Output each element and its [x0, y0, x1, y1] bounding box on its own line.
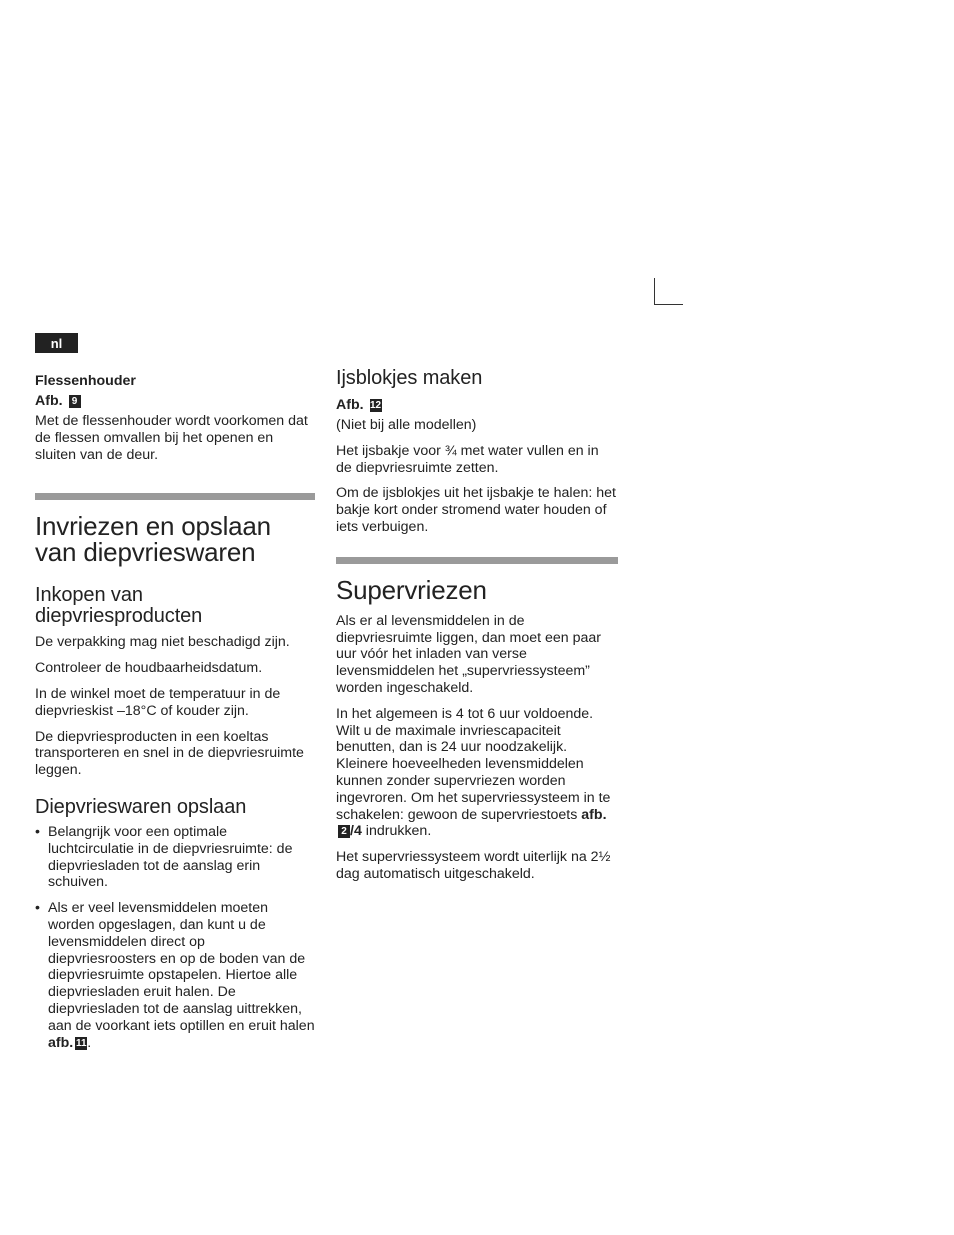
- flessenhouder-text: Met de flessenhouder wordt voorkomen dat de flessen omvallen bij het openen en sluiten van de deur.: [35, 413, 308, 463]
- subheading-ijsblokjes: Ijsblokjes maken: [336, 367, 483, 389]
- inkopen-paragraph: In de winkel moet de temperatuur in de diepvrieskist –18°C of kouder zijn.: [35, 685, 281, 719]
- section-heading-supervriezen: Supervriezen: [336, 574, 487, 605]
- inkopen-paragraph: Controleer de houdbaarheidsdatum.: [35, 660, 263, 677]
- list-item: [35, 900, 315, 1051]
- figure-label: Afb.: [336, 397, 364, 413]
- flessenhouder-figure-ref: [35, 391, 315, 411]
- bullet-icon: •: [35, 823, 40, 840]
- flessenhouder-title: Flessenhouder: [35, 373, 136, 389]
- inkopen-paragraph: De diepvriesproducten in een koeltas transporteren en snel in de diepvriesruimte leggen.: [35, 728, 304, 779]
- figure-label: afb.: [48, 1034, 74, 1051]
- ijsblokjes-figure-ref: [336, 395, 618, 415]
- supervriezen-paragraph: Als er al levensmiddelen in de diepvriesruimte liggen, dan moet een paar uur vóór het inladen van verse levensmiddelen het „supervriessysteem” worden ingeschakeld.: [336, 612, 601, 696]
- figure-number-badge: 9: [69, 395, 81, 408]
- ijsblokjes-paragraph: Het ijsbakje voor ¾ met water vullen en in de diepvriesruimte zetten.: [336, 442, 599, 476]
- paragraph-end: indrukken.: [365, 823, 432, 840]
- right-column: [336, 368, 618, 892]
- subheading-opslaan: Diepvrieswaren opslaan: [35, 795, 247, 818]
- figure-number-badge: 2: [338, 825, 350, 838]
- figure-number-badge: 12: [369, 400, 382, 411]
- ijsblokjes-paragraph: (Niet bij alle modellen): [336, 417, 477, 433]
- list-item: [35, 824, 315, 891]
- section-heading-invriezen: Invriezen en opslaan van diepvrieswaren: [35, 511, 271, 568]
- figure-suffix: /4: [350, 823, 362, 840]
- bullet-icon: •: [35, 900, 40, 917]
- opslaan-list: [35, 824, 315, 1051]
- figure-number-badge: 11: [75, 1037, 87, 1049]
- left-column: [35, 371, 315, 1060]
- list-item-text: Belangrijk voor een optimale luchtcirculatie in de diepvriesruimte: de diepvriesladen tot de aanslag erin schuiven.: [48, 823, 293, 891]
- figure-label: Afb.: [35, 393, 63, 409]
- paragraph-text: In het algemeen is 4 tot 6 uur voldoende. Wilt u de maximale invriescapaciteit benutten, dan is 24 uur noodzakelijk. Kleinere hoeveelheden levensmiddelen kunnen zonder supervriezen worden ingevroren. Om het supervriessysteem in te schakelen: gewoon de supervriestoets: [336, 705, 611, 823]
- supervriezen-paragraph: Het supervriessysteem wordt uiterlijk na 2½ dag automatisch uitgeschakeld.: [336, 849, 611, 882]
- ijsblokjes-paragraph: Om de ijsblokjes uit het ijsbakje te halen: het bakje kort onder stromend water houden of iets verbuigen.: [336, 485, 616, 535]
- crop-mark: [654, 278, 683, 305]
- list-item-text: Als er veel levensmiddelen moeten worden opgeslagen, dan kunt u de levensmiddelen direct op diepvriesroosters en op de boden van de diepvriesruimte opstapelen. Hiertoe alle diepvriesladen eruit halen. De diepvriesladen tot de aanslag uittrekken, aan de voorkant iets optillen en eruit halen: [48, 900, 315, 1034]
- figure-label: afb.: [581, 806, 607, 823]
- inkopen-paragraph: De verpakking mag niet beschadigd zijn.: [35, 634, 290, 651]
- list-item-end: .: [87, 1034, 92, 1051]
- supervriezen-paragraph: [336, 706, 618, 840]
- section-rule: [35, 493, 315, 500]
- subheading-inkopen: Inkopen van diepvriesproducten: [35, 584, 203, 628]
- section-rule: [336, 557, 618, 564]
- language-tag: nl: [35, 333, 78, 353]
